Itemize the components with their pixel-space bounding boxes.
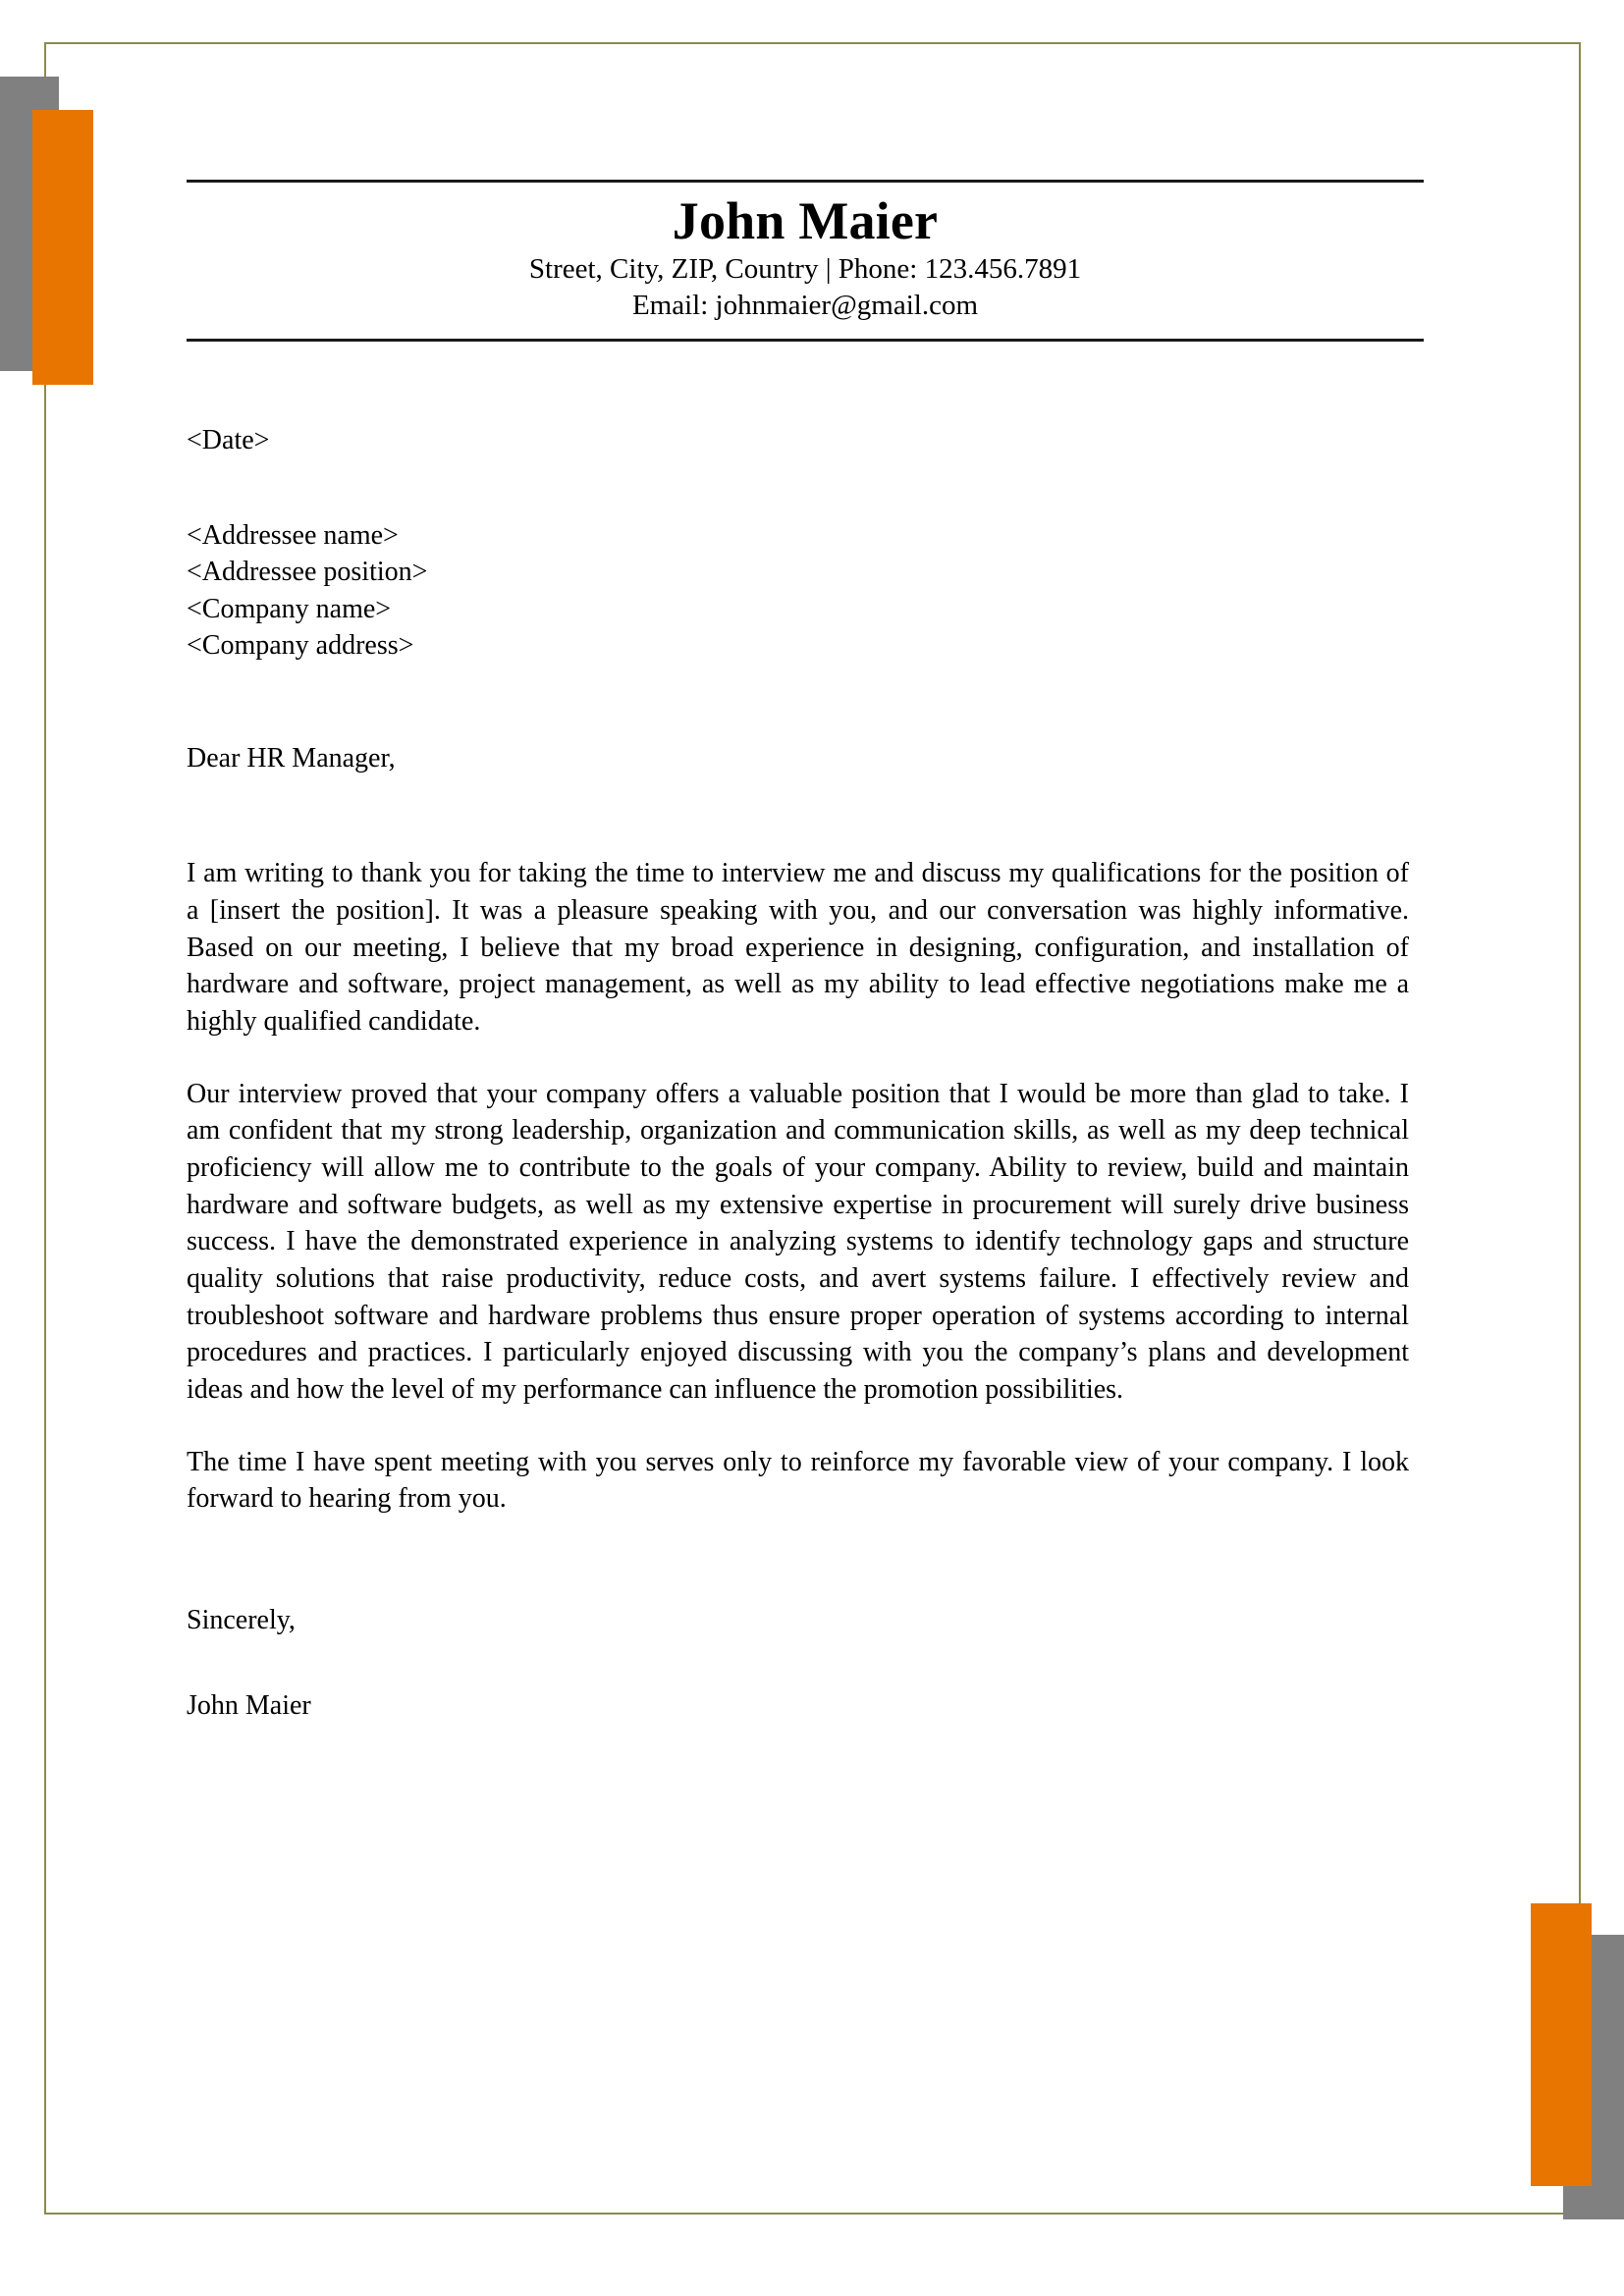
contact-email: Email: johnmaier@gmail.com (631, 290, 979, 322)
addressee-position: <Addressee position> (187, 557, 428, 588)
decorative-bar-top-left-orange (32, 110, 93, 385)
closing-salutation: Sincerely, (187, 1604, 296, 1635)
date-placeholder: <Date> (187, 425, 270, 455)
letter-body (187, 422, 1409, 1724)
company-name: <Company name> (187, 593, 392, 624)
body-paragraph-3: The time I have spent meeting with you serves only to reinforce my favorable view of your company. I look forward to hearing from you. (187, 1446, 1409, 1515)
signature-name: John Maier (187, 1690, 311, 1722)
addressee-block (187, 517, 1409, 664)
addressee-name: <Addressee name> (187, 520, 399, 552)
contact-address-phone: Street, City, ZIP, Country | Phone: 123.456.7891 (528, 253, 1082, 286)
body-paragraph-1: I am writing to thank you for taking the time to interview me and discuss my qualifications for the position of a [insert the position]. It was a pleasure speaking with you, and our conversation was highly informative. Based on our meeting, I believe that my broad experience in designing, configuration, and installation of hardware and software, project management, as well as my ability to lead effective negotiations make me a highly qualified candidate. (187, 858, 1409, 1038)
applicant-name: John Maier (672, 191, 939, 250)
salutation: Dear HR Manager, (187, 743, 396, 774)
decorative-bar-bottom-right-orange (1531, 1903, 1592, 2186)
company-address: <Company address> (187, 629, 414, 661)
body-paragraph-2: Our interview proved that your company offers a valuable position that I would be more than glad to take. I am confident that my strong leadership, organization and communication skills, as well as my deep technical proficiency will allow me to contribute to the goals of your company. Ability to review, build and maintain hardware and software budgets, as well as my extensive expertise in procurement will surely drive business success. I have the demonstrated experience in analyzing systems to identify technology gaps and structure quality solutions that raise productivity, reduce costs, and avert systems failure. I effectively review and troubleshoot software and hardware problems thus ensure proper operation of systems according to internal procedures and practices. I particularly enjoyed discussing with you the company’s plans and development ideas and how the level of my performance can influence the promotion possibilities. (187, 1078, 1409, 1405)
content-column (187, 0, 1424, 2296)
letterhead (187, 180, 1424, 342)
